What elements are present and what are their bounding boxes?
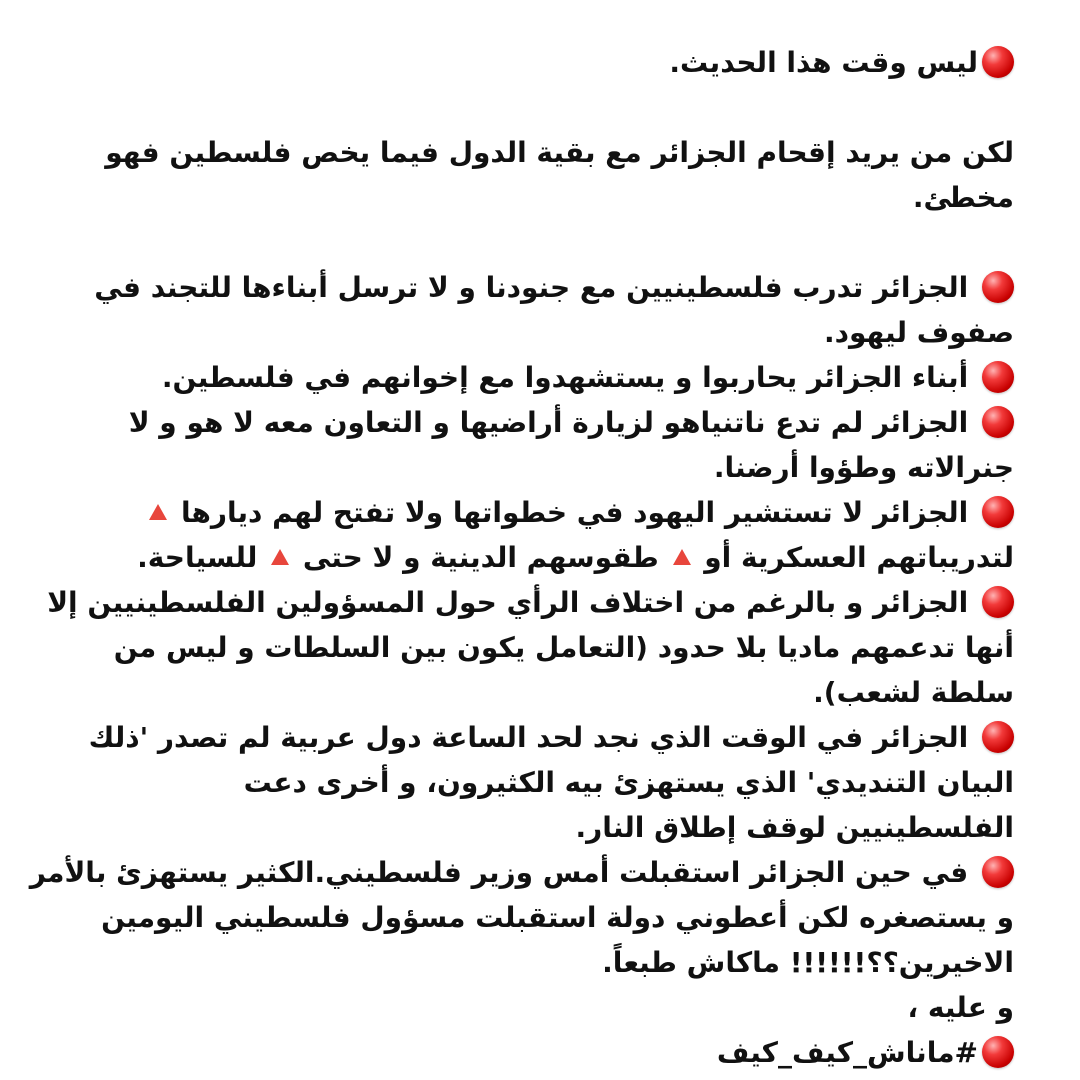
text-segment: لتدريباتهم العسكرية أو (704, 541, 1014, 574)
text-line: أنها تدعمهم ماديا بلا حدود (التعامل يكون بين السلطات و ليس من (113, 631, 1014, 664)
point-support (40, 580, 1014, 715)
text-line: الجزائر و بالرغم من اختلاف الرأي حول المسؤولين الفلسطينيين إلا (47, 586, 969, 619)
text-line: و يستصغره لكن أعطوني دولة استقبلت مسؤول فلسطيني اليومين (101, 901, 1014, 934)
text-line: الفلسطينيين لوقف إطلاق النار. (575, 811, 1014, 844)
red-circle-icon (982, 406, 1014, 438)
text-line: سلطة لشعب). (813, 676, 1014, 709)
paragraph-conclusion (40, 985, 1014, 1030)
hashtag-link[interactable]: #ماناش_كيف_كيف (716, 1036, 978, 1069)
text-line: الجزائر لم تدع ناتنياهو لزيارة أراضيها و التعاون معه لا هو و لا (128, 406, 969, 439)
intro-text: ليس وقت هذا الحديث. (669, 46, 978, 79)
red-circle-icon (982, 361, 1014, 393)
red-circle-icon (982, 856, 1014, 888)
text-line: مخطئ. (912, 181, 1014, 214)
post-body (29, 40, 1014, 1075)
red-circle-icon (982, 496, 1014, 528)
text-line: صفوف ليهود. (823, 316, 1014, 349)
text-line: الاخيرين؟؟!!!!!! ماكاش طبعاً. (602, 946, 1014, 979)
text-line: لكن من يريد إقحام الجزائر مع بقية الدول فيما يخص فلسطين فهو (105, 136, 1014, 169)
point-minister (29, 850, 1014, 985)
text-line: الجزائر في الوقت الذي نجد لحد الساعة دول عربية لم تصدر 'ذلك (88, 721, 969, 754)
text-line: الجزائر تدرب فلسطينيين مع جنودنا و لا ترسل أبناءها للتجند في (94, 271, 969, 304)
red-triangle-icon (149, 504, 167, 520)
point-martyrs (40, 355, 1014, 400)
text-line: جنرالاته وطؤوا أرضنا. (713, 451, 1014, 484)
text-line: الجزائر لا تستشير اليهود في خطواتها ولا تفتح لهم ديارها (180, 496, 969, 529)
paragraph-intro (40, 40, 1014, 85)
red-circle-icon (982, 721, 1014, 753)
point-no-consultation (40, 490, 1014, 580)
red-triangle-icon (673, 549, 691, 565)
red-circle-icon (982, 586, 1014, 618)
text-line: أبناء الجزائر يحاربوا و يستشهدوا مع إخوانهم في فلسطين. (161, 361, 969, 394)
point-training (40, 265, 1014, 355)
point-statement (40, 715, 1014, 850)
text-line: و عليه ، (907, 991, 1014, 1024)
hashtag-line (40, 1030, 1014, 1075)
point-netanyahu (40, 400, 1014, 490)
text-segment: طقوسهم الدينية و لا حتى (302, 541, 659, 574)
text-segment: للسياحة. (137, 541, 258, 574)
red-circle-icon (982, 1036, 1014, 1068)
red-triangle-icon (271, 549, 289, 565)
spacer (40, 85, 1014, 130)
red-circle-icon (982, 46, 1014, 78)
text-line: في حين الجزائر استقبلت أمس وزير فلسطيني.الكثير يستهزئ بالأمر (29, 856, 969, 889)
red-circle-icon (982, 271, 1014, 303)
spacer (40, 220, 1014, 265)
text-line: البيان التنديدي' الذي يستهزئ بيه الكثيرون، و أخرى دعت (243, 766, 1014, 799)
paragraph-claim (40, 130, 1014, 220)
